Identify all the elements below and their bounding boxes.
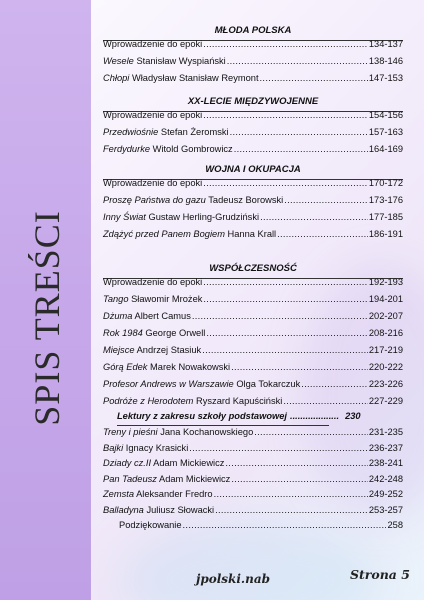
author-or-label: Albert Camus <box>134 311 191 321</box>
entry-title <box>103 56 226 66</box>
toc-entry <box>103 229 403 243</box>
page-range: 217-219 <box>368 345 403 355</box>
dot-leader <box>284 195 368 205</box>
author-or-label: Ryszard Kapuściński <box>196 396 283 406</box>
toc-entry <box>103 110 403 124</box>
entry-title <box>103 127 229 137</box>
work-title: Proszę Państwa do gazu <box>103 195 206 205</box>
dot-leader <box>277 229 368 239</box>
page-range: 249-252 <box>368 489 403 499</box>
dot-leader <box>214 489 368 499</box>
toc-entry <box>103 505 403 519</box>
work-title: Pan Tadeusz <box>103 473 157 484</box>
author-or-label: Stefan Żeromski <box>160 127 229 137</box>
work-title: Zemsta <box>103 489 134 499</box>
dot-leader <box>254 427 368 437</box>
entry-title <box>103 212 259 222</box>
dot-leader <box>230 127 368 137</box>
page-range: 177-185 <box>368 212 403 222</box>
author-or-label: Ignacy Krasicki <box>125 442 189 453</box>
author-or-label: Jana Kochanowskiego <box>160 427 254 437</box>
section-title: MŁODA POLSKA <box>214 25 292 36</box>
toc-entry <box>103 39 403 53</box>
author-or-label: Juliusz Słowacki <box>146 504 215 515</box>
page-range: 147-153 <box>368 73 403 83</box>
dot-leader <box>189 443 368 453</box>
dot-leader: ................... <box>289 411 340 421</box>
entry-title <box>103 505 214 515</box>
author-or-label: Tadeusz Borowski <box>208 195 284 205</box>
author-or-label: Władysław Stanisław Reymont <box>131 73 259 83</box>
entry-title <box>103 294 202 304</box>
page-range: 202-207 <box>368 311 403 321</box>
entry-title <box>103 396 282 406</box>
author-or-label: Marek Nowakowski <box>150 362 231 372</box>
work-title: Inny Świat <box>103 212 146 222</box>
toc-entry <box>103 362 403 376</box>
work-title: Profesor Andrews w Warszawie <box>103 379 234 389</box>
entry-title <box>103 311 191 321</box>
entry-title <box>103 178 202 188</box>
author-or-label: Witold Gombrowicz <box>152 144 233 154</box>
section-title: WSPÓŁCZESNOŚĆ <box>209 263 297 274</box>
toc-title: SPIS TREŚCI <box>27 210 67 426</box>
toc-entry <box>119 520 403 534</box>
entry-title <box>103 362 230 372</box>
page-range: 154-156 <box>368 110 403 120</box>
entry-title <box>119 520 182 530</box>
section-divider <box>117 425 329 426</box>
toc-entry <box>103 127 403 141</box>
dot-leader <box>260 73 368 83</box>
toc-entry <box>103 396 403 410</box>
work-title: Górą Edek <box>103 362 148 372</box>
toc-entry <box>103 489 403 503</box>
lektury-title: Lektury z zakresu szkoły podstawowej <box>117 411 287 421</box>
page-range: 208-216 <box>368 328 403 338</box>
entry-title <box>103 195 283 205</box>
dot-leader <box>215 505 368 515</box>
toc-entry <box>103 277 403 291</box>
work-title: Rok 1984 <box>103 328 143 338</box>
page-range: 236-237 <box>368 442 403 453</box>
toc-entry <box>103 144 403 158</box>
toc-entry <box>103 212 403 226</box>
page-range: 164-169 <box>368 144 403 154</box>
dot-leader <box>203 110 368 120</box>
author-or-label: Andrzej Stasiuk <box>136 345 202 355</box>
work-title: Dziady cz.II <box>103 458 152 468</box>
author-or-label: Hanna Krall <box>227 229 277 239</box>
dot-leader <box>203 39 368 49</box>
toc-entry <box>103 379 403 393</box>
author-or-label: Wprowadzenie do epoki <box>103 39 203 49</box>
page-range: 192-193 <box>368 277 403 287</box>
work-title: Dżuma <box>103 311 133 321</box>
entry-title <box>103 328 205 338</box>
dot-leader <box>225 458 367 468</box>
page-range: 231-235 <box>368 427 403 437</box>
work-title: Treny i pieśni <box>103 427 158 437</box>
work-title: Balladyna <box>103 504 144 515</box>
dot-leader <box>203 277 368 287</box>
toc-entry <box>103 195 403 209</box>
dot-leader <box>260 212 368 222</box>
toc-entry <box>103 345 403 359</box>
toc-entry <box>103 443 403 457</box>
entry-title <box>103 144 233 154</box>
page-range: 242-248 <box>368 473 403 484</box>
dot-leader <box>206 328 368 338</box>
work-title: Miejsce <box>103 345 135 355</box>
dot-leader <box>192 311 368 321</box>
entry-title <box>103 229 276 239</box>
sidebar <box>0 0 91 600</box>
author-or-label: Podziękowanie <box>119 520 182 530</box>
work-title: Zdążyć przed Panem Bogiem <box>103 229 225 239</box>
page-range: 223-226 <box>368 379 403 389</box>
author-or-label: Wprowadzenie do epoki <box>103 110 203 120</box>
page-range: 173-176 <box>368 195 403 205</box>
dot-leader <box>183 520 387 530</box>
dot-leader <box>234 144 368 154</box>
toc-entry <box>103 328 403 342</box>
author-or-label: Sławomir Mrożek <box>131 294 203 304</box>
dot-leader <box>231 474 368 484</box>
toc-entry <box>103 311 403 325</box>
entry-title <box>103 277 202 287</box>
work-title: Chłopi <box>103 73 130 83</box>
page-range: 227-229 <box>368 396 403 406</box>
dot-leader <box>283 396 368 406</box>
dot-leader <box>203 178 368 188</box>
entry-title <box>103 73 259 83</box>
page-range: 258 <box>387 520 403 530</box>
toc-entry <box>103 56 403 70</box>
toc-entry <box>103 427 403 441</box>
work-title: Przedwiośnie <box>103 127 159 137</box>
author-or-label: Gustaw Herling-Grudziński <box>148 212 260 222</box>
author-or-label: George Orwell <box>145 328 206 338</box>
footer-page-number: Strona 5 <box>350 567 410 582</box>
entry-title <box>103 379 300 389</box>
entry-title <box>103 474 230 484</box>
page-range: 170-172 <box>368 178 403 188</box>
entry-title <box>103 110 202 120</box>
work-title: Podróże z Herodotem <box>103 396 194 406</box>
dot-leader <box>301 379 368 389</box>
dot-leader <box>231 362 368 372</box>
author-or-label: Aleksander Fredro <box>136 489 213 499</box>
toc-entry <box>103 294 403 308</box>
entry-title <box>103 345 201 355</box>
footer-logo: jpolski.nab <box>196 572 270 586</box>
author-or-label: Wprowadzenie do epoki <box>103 178 203 188</box>
entry-title <box>103 39 202 49</box>
entry-title <box>103 427 253 437</box>
page-range: 230 <box>345 411 361 421</box>
work-title: Tango <box>103 294 129 304</box>
section-title: XX-LECIE MIĘDZYWOJENNE <box>187 96 319 107</box>
page-range: 138-146 <box>368 56 403 66</box>
dot-leader <box>202 345 368 355</box>
work-title: Ferdydurke <box>103 144 151 154</box>
work-title: Bajki <box>103 442 124 453</box>
page-range: 134-137 <box>368 39 403 49</box>
entry-title <box>103 489 213 499</box>
author-or-label: Stanisław Wyspiański <box>136 56 226 66</box>
toc-entry <box>103 178 403 192</box>
section-title: WOJNA I OKUPACJA <box>205 164 301 175</box>
toc-entry <box>103 474 403 488</box>
entry-title <box>103 443 188 453</box>
dot-leader <box>203 294 367 304</box>
entry-title <box>103 458 224 468</box>
toc-entry <box>103 73 403 87</box>
page-range: 253-257 <box>368 504 403 515</box>
page-range: 157-163 <box>368 127 403 137</box>
page-range: 194-201 <box>368 294 403 304</box>
page-range: 220-222 <box>368 362 403 372</box>
page-range: 238-241 <box>368 458 403 468</box>
dot-leader <box>227 56 368 66</box>
lektury-heading <box>117 411 361 421</box>
page-range: 186-191 <box>368 229 403 239</box>
author-or-label: Adam Mickiewicz <box>159 473 231 484</box>
author-or-label: Wprowadzenie do epoki <box>103 277 203 287</box>
author-or-label: Olga Tokarczuk <box>236 379 301 389</box>
author-or-label: Adam Mickiewicz <box>153 458 225 468</box>
work-title: Wesele <box>103 56 134 66</box>
toc-entry <box>103 458 403 472</box>
